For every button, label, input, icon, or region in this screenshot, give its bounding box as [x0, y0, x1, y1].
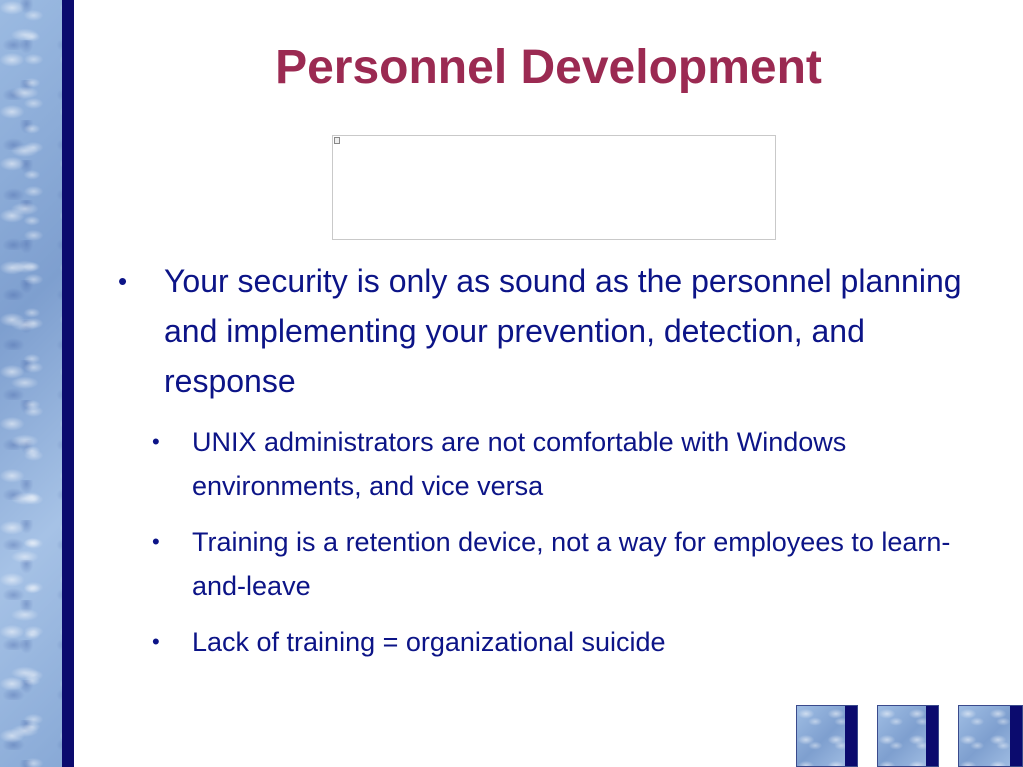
nav-button-band — [1010, 706, 1022, 766]
bullet-level2 — [142, 420, 992, 508]
bullet-dot-icon: • — [152, 629, 160, 654]
nav-home-button[interactable] — [877, 705, 939, 767]
broken-image-icon — [334, 137, 340, 144]
bullet-level2 — [142, 620, 992, 664]
bullet-level2-text: Training is a retention device, not a way for employees to learn-and-leave — [192, 527, 951, 601]
slide-title: Personnel Development — [275, 41, 822, 94]
sub-bullet-list — [112, 420, 992, 664]
bullet-level2 — [142, 520, 992, 608]
bullet-level1 — [112, 256, 992, 406]
side-navy-bar — [62, 0, 74, 767]
bullet-level2-text: UNIX administrators are not comfortable with Windows environments, and vice versa — [192, 427, 847, 501]
side-water-texture — [0, 0, 62, 767]
nav-button-band — [926, 706, 938, 766]
nav-next-button[interactable] — [958, 705, 1023, 767]
bullet-level2-text: Lack of training = organizational suicide — [192, 627, 666, 657]
nav-button-band — [845, 706, 857, 766]
bullet-dot-icon: • — [118, 266, 128, 296]
bullet-level1-text: Your security is only as sound as the personnel planning and implementing your prevention, detection, and response — [164, 263, 962, 399]
nav-previous-button[interactable] — [796, 705, 858, 767]
slide-body — [112, 256, 992, 676]
bullet-dot-icon: • — [152, 429, 160, 454]
broken-image-placeholder — [332, 135, 776, 240]
bullet-dot-icon: • — [152, 529, 160, 554]
